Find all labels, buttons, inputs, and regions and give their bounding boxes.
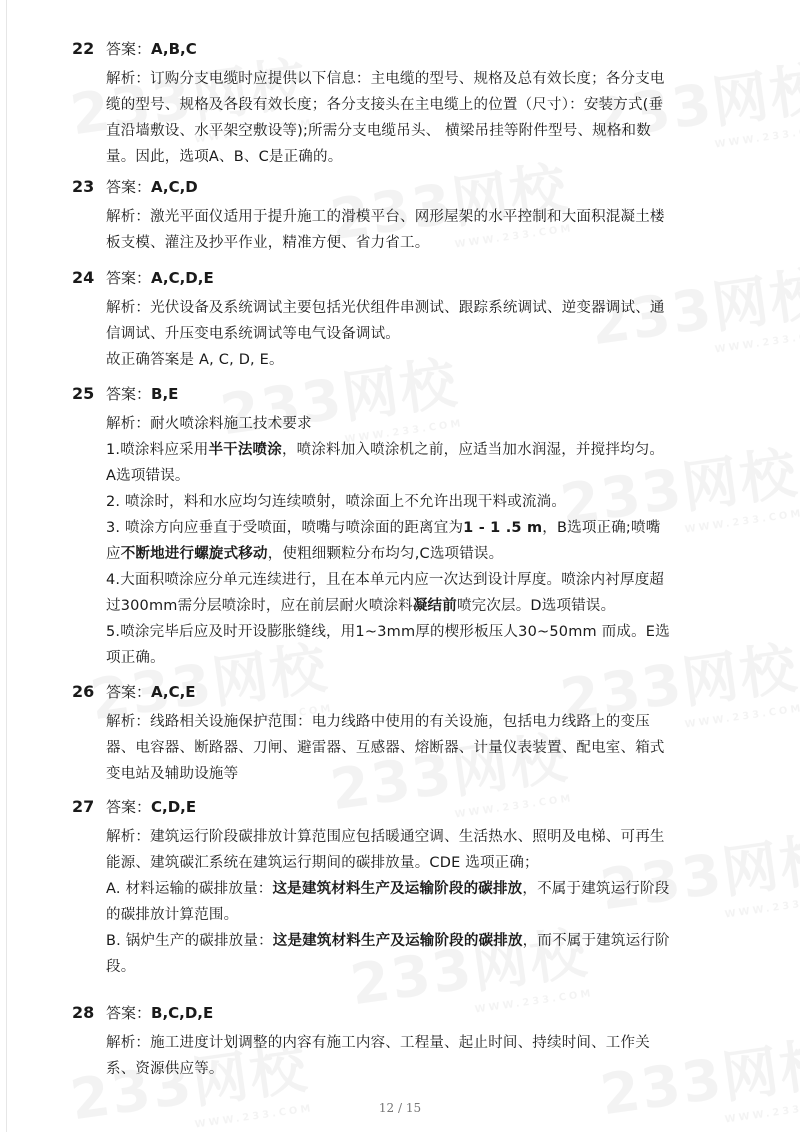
explanation-line xyxy=(106,437,752,463)
explanation-line: 解析：订购分支电缆时应提供以下信息：主电缆的型号、规格及总有效长度；各分支电 xyxy=(106,71,665,87)
explanation-line: 量。因此，选项A、B、C是正确的。 xyxy=(106,149,343,165)
explanation-line: 解析：建筑运行阶段碳排放计算范围应包括暖通空调、生活热水、照明及电梯、可再生 xyxy=(106,829,665,845)
emphasis-text: 这是建筑材料生产及运输阶段的碳排放 xyxy=(272,881,523,897)
question-27 xyxy=(72,794,752,980)
text-run: ，喷涂料加入喷涂机之前，应适当加水润湿，并搅拌均匀。 xyxy=(281,442,665,458)
text-run: ，B选项正确;喷嘴 xyxy=(542,520,661,536)
text-run: 过300mm需分层喷涂时，应在前层耐火喷涂料 xyxy=(106,598,413,614)
explanation-line xyxy=(106,541,752,567)
page-edge xyxy=(6,0,7,1132)
emphasis-text: 凝结前 xyxy=(412,598,457,614)
question-26 xyxy=(72,679,752,787)
question-number: 27 xyxy=(72,797,95,816)
answer-label: 答案： xyxy=(106,40,152,58)
explanation xyxy=(106,66,752,170)
explanation-line: 故正确答案是 A, C, D, E。 xyxy=(106,352,284,368)
text-run: ，而不属于建筑运行阶 xyxy=(522,933,670,949)
question-header xyxy=(72,174,752,200)
explanation-line: 的碳排放计算范围。 xyxy=(106,907,239,923)
text-run: A. 材料运输的碳排放量： xyxy=(106,881,273,897)
explanation-line xyxy=(106,928,752,954)
answer-value: A,C,D,E xyxy=(151,269,214,287)
explanation xyxy=(106,204,752,256)
explanation-line: 5.喷涂完毕后应及时开设膨胀缝线，用1~3mm厚的楔形板压人30~50mm 而成。E选 xyxy=(106,624,670,640)
text-run: 3. 喷涂方向应垂直于受喷面，喷嘴与喷涂面的距离宜为 xyxy=(106,520,464,536)
answer-label: 答案： xyxy=(106,269,152,287)
explanation-line: 2. 喷涂时，料和水应均匀连续喷射，喷涂面上不允许出现干料或流淌。 xyxy=(106,494,567,510)
question-22 xyxy=(72,36,752,170)
text-run: ，不属于建筑运行阶段 xyxy=(522,881,670,897)
question-header xyxy=(72,679,752,705)
explanation-line: 解析：耐火喷涂料施工技术要求 xyxy=(106,416,312,432)
explanation-line: 解析：光伏设备及系统调试主要包括光伏组件串测试、跟踪系统调试、逆变器调试、通 xyxy=(106,300,665,316)
text-run: 应 xyxy=(106,546,121,562)
explanation-line: 板支模、灌注及抄平作业，精准方便、省力省工。 xyxy=(106,235,430,251)
answer-value: C,D,E xyxy=(151,798,197,816)
emphasis-text: 半干法喷涂 xyxy=(208,442,282,458)
explanation-line: 变电站及辅助设施等 xyxy=(106,766,239,782)
answer-label: 答案： xyxy=(106,178,152,196)
page-number: 12 / 15 xyxy=(378,1101,422,1115)
explanation-line: 缆的型号、规格及各段有效长度；各分支接头在主电缆上的位置（尺寸）：安装方式(垂 xyxy=(106,97,664,113)
explanation-line: 能源、建筑碳汇系统在建筑运行期间的碳排放量。CDE 选项正确； xyxy=(106,855,539,871)
question-24 xyxy=(72,265,752,373)
text-run: 1.喷涂料应采用 xyxy=(106,442,209,458)
answer-label: 答案： xyxy=(106,1004,152,1022)
explanation-line: 段。 xyxy=(106,959,136,975)
explanation xyxy=(106,824,752,980)
explanation-line: 直沿墙敷设、水平架空敷设等);所需分支电缆吊头、 横梁吊挂等附件型号、规格和数 xyxy=(106,123,651,139)
explanation-line xyxy=(106,593,752,619)
answer-label: 答案： xyxy=(106,385,152,403)
explanation-line: 解析：施工进度计划调整的内容有施工内容、工程量、起止时间、持续时间、工作关 xyxy=(106,1035,650,1051)
explanation-line: 解析：线路相关设施保护范围：电力线路中使用的有关设施，包括电力线路上的变压 xyxy=(106,714,650,730)
question-number: 22 xyxy=(72,39,95,58)
explanation-line: 项正确。 xyxy=(106,650,165,666)
emphasis-text: 不断地进行螺旋式移动 xyxy=(120,546,268,562)
answer-value: A,B,C xyxy=(151,40,197,58)
answer-value: B,C,D,E xyxy=(151,1004,214,1022)
explanation-line: 系、资源供应等。 xyxy=(106,1061,224,1077)
text-run: 喷完次层。D选项错误。 xyxy=(456,598,616,614)
explanation-line: 器、电容器、断路器、刀闸、避雷器、互感器、熔断器、计量仪表装置、配电室、箱式 xyxy=(106,740,665,756)
question-number: 23 xyxy=(72,177,95,196)
answer-label: 答案： xyxy=(106,683,152,701)
question-number: 24 xyxy=(72,268,95,287)
answer-label: 答案： xyxy=(106,798,152,816)
explanation xyxy=(106,1030,752,1082)
question-header xyxy=(72,794,752,820)
explanation xyxy=(106,709,752,787)
explanation xyxy=(106,295,752,373)
explanation xyxy=(106,411,752,671)
question-header xyxy=(72,265,752,291)
question-header xyxy=(72,381,752,407)
question-number: 25 xyxy=(72,384,95,403)
emphasis-text: 这是建筑材料生产及运输阶段的碳排放 xyxy=(272,933,523,949)
explanation-line: A选项错误。 xyxy=(106,468,190,484)
question-header xyxy=(72,36,752,62)
question-25 xyxy=(72,381,752,671)
answer-value: B,E xyxy=(151,385,179,403)
answer-value: A,C,E xyxy=(151,683,196,701)
text-run: ，使粗细颗粒分布均匀,C选项错误。 xyxy=(267,546,504,562)
question-header xyxy=(72,1000,752,1026)
explanation-line: 4.大面积喷涂应分单元连续进行，且在本单元内应一次达到设计厚度。喷涂内衬厚度超 xyxy=(106,572,665,588)
explanation-line: 信调试、升压变电系统调试等电气设备调试。 xyxy=(106,326,400,342)
explanation-line xyxy=(106,876,752,902)
text-run: B. 锅炉生产的碳排放量： xyxy=(106,933,273,949)
explanation-line xyxy=(106,515,752,541)
emphasis-text: 1 - 1 .5 m xyxy=(463,520,543,536)
question-23 xyxy=(72,174,752,256)
explanation-line: 解析：激光平面仪适用于提升施工的滑模平台、网形屋架的水平控制和大面积混凝土楼 xyxy=(106,209,665,225)
question-number: 28 xyxy=(72,1003,95,1022)
question-number: 26 xyxy=(72,682,95,701)
question-28 xyxy=(72,1000,752,1082)
answer-value: A,C,D xyxy=(151,178,198,196)
